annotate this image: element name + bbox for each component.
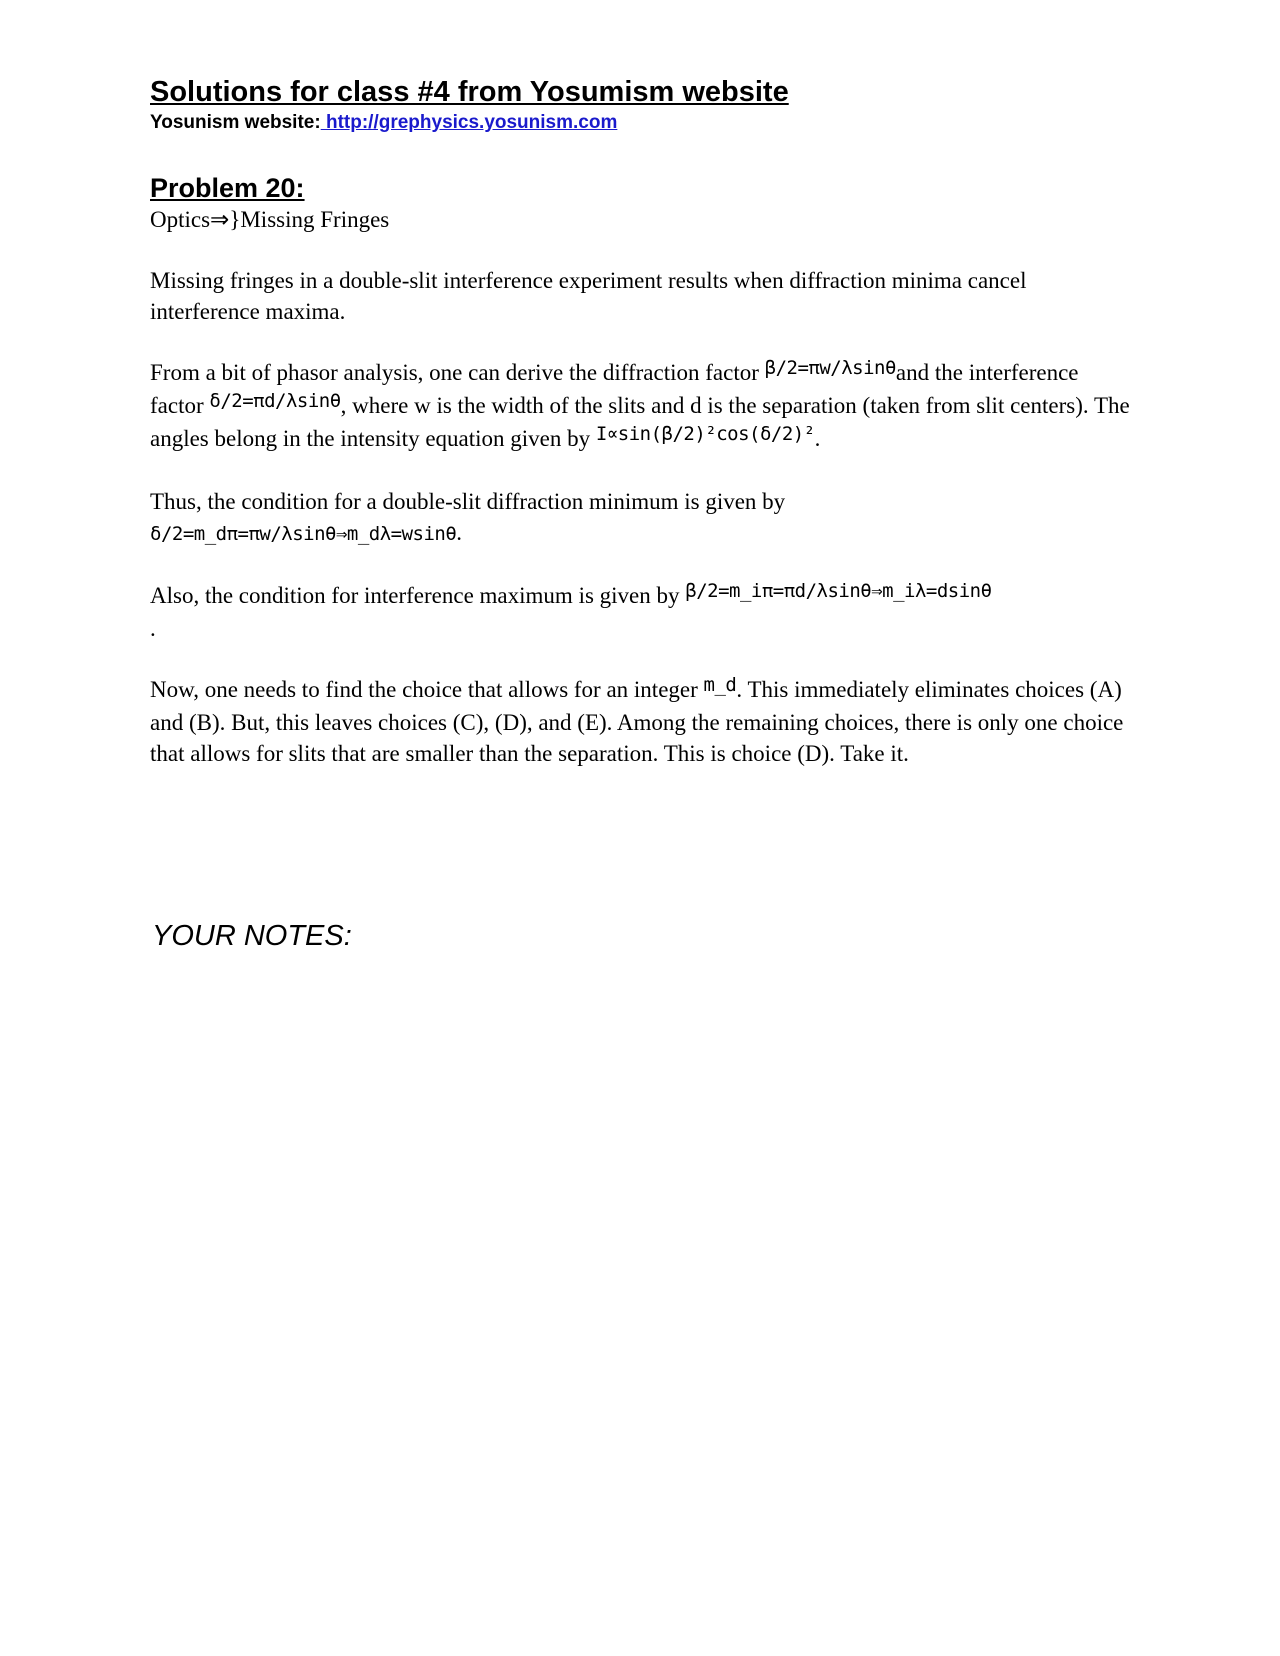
document-page [150,74,1130,769]
interference-factor-equation: δ/2=πd/λsinθ [209,390,341,412]
website-label: Yosunism website: [150,112,321,133]
maximum-text-2: . [150,616,156,641]
intensity-equation: I∝sin(β/2)²cos(δ/2)² [595,423,815,445]
website-line [150,110,1130,136]
conclusion-text-1: Now, one needs to find the choice that allows for an integer [150,677,704,702]
phasor-text-3: , where w is the width of the slits and d is the separation (taken from slit centers). The angles belong in the intensity equation given by [150,393,1130,451]
maximum-paragraph [150,580,1130,644]
minimum-equation: δ/2=m_dπ=πw/λsinθ⇒m_dλ=wsinθ [150,523,457,545]
minimum-paragraph [150,486,1130,550]
minimum-text-2: . [456,520,463,545]
minimum-text-1: Thus, the condition for a double-slit diffraction minimum is given by [150,489,786,514]
document-title: Solutions for class #4 from Yosumism website [150,76,789,108]
maximum-text-1: Also, the condition for interference maximum is given by [150,583,686,608]
integer-md-equation: m_d [703,674,737,696]
your-notes-label: YOUR NOTES: [152,920,352,952]
diffraction-factor-equation: β/2=πw/λsinθ [764,357,896,379]
intro-paragraph: Missing fringes in a double-slit interference experiment results when diffraction minima cancel interference maxima. [150,268,1027,324]
phasor-text-2: and the interference factor [150,360,1079,418]
phasor-paragraph [150,357,1130,456]
phasor-text-1: From a bit of phasor analysis, one can derive the diffraction factor [150,360,765,385]
maximum-equation: β/2=m_iπ=πd/λsinθ⇒m_iλ=dsinθ [685,580,992,602]
problem-category: Optics⇒}Missing Fringes [150,207,390,232]
problem-heading: Problem 20: [150,173,305,203]
phasor-text-4: . [814,426,821,451]
conclusion-text-2: . This immediately eliminates choices (A) and (B). But, this leaves choices (C), (D), and (E). Among the remaining choices, there is only one choice that allows for slits that are smaller than the separation. This is choice (D). Take it. [150,677,1124,766]
conclusion-paragraph [150,674,1130,769]
website-link[interactable]: http://grephysics.yosunism.com [320,112,618,133]
